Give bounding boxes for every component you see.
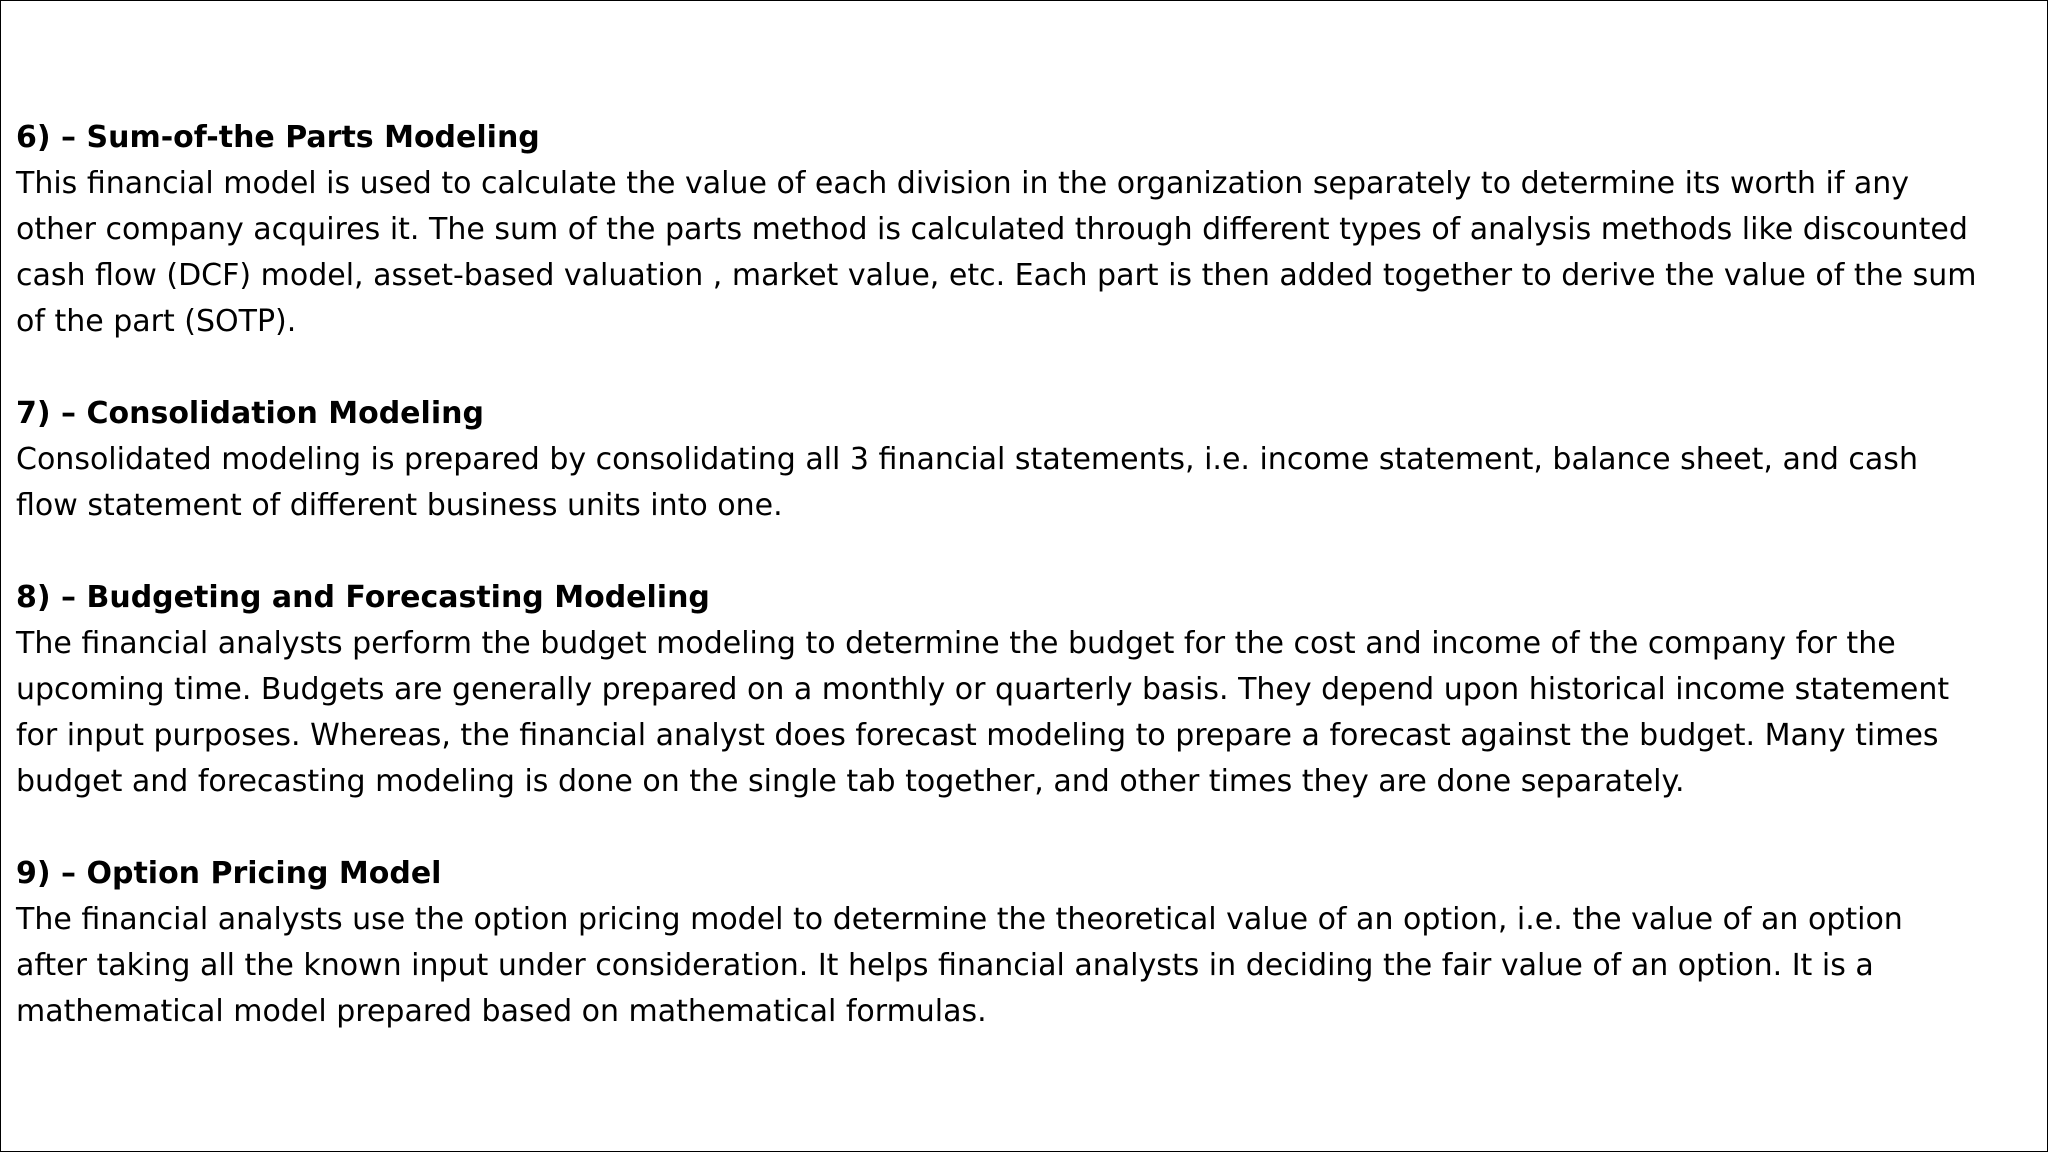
- section-sum-of-the-parts: [16, 115, 2036, 345]
- section-line: other company acquires it. The sum of the parts method is calculated through different types of analysis methods like discounted: [16, 212, 1968, 247]
- section-line: of the part (SOTP).: [16, 304, 297, 339]
- section-line: The financial analysts perform the budget modeling to determine the budget for the cost and income of the company for the: [16, 626, 1896, 661]
- section-heading: 7) – Consolidation Modeling: [16, 396, 484, 431]
- section-line: for input purposes. Whereas, the financial analyst does forecast modeling to prepare a forecast against the budget. Many times: [16, 718, 1939, 753]
- section-budgeting-forecasting: [16, 575, 2036, 805]
- section-line: mathematical model prepared based on mathematical formulas.: [16, 994, 987, 1029]
- section-consolidation: [16, 391, 2036, 529]
- section-line: This financial model is used to calculate the value of each division in the organization separately to determine its worth if any: [16, 166, 1910, 201]
- slide-content: [16, 115, 2036, 1035]
- section-line: The financial analysts use the option pricing model to determine the theoretical value of an option, i.e. the value of an option: [16, 902, 1903, 937]
- section-heading: 6) – Sum-of-the Parts Modeling: [16, 120, 540, 155]
- section-line: cash flow (DCF) model, asset-based valuation , market value, etc. Each part is then added together to derive the value of the sum: [16, 258, 1977, 293]
- section-option-pricing: [16, 851, 2036, 1035]
- section-line: flow statement of different business units into one.: [16, 488, 783, 523]
- section-line: upcoming time. Budgets are generally prepared on a monthly or quarterly basis. They depend upon historical income statement: [16, 672, 1950, 707]
- section-line: after taking all the known input under consideration. It helps financial analysts in deciding the fair value of an option. It is a: [16, 948, 1874, 983]
- section-heading: 9) – Option Pricing Model: [16, 856, 442, 891]
- section-line: Consolidated modeling is prepared by consolidating all 3 financial statements, i.e. income statement, balance sheet, and cash: [16, 442, 1918, 477]
- section-line: budget and forecasting modeling is done on the single tab together, and other times they are done separately.: [16, 764, 1685, 799]
- section-heading: 8) – Budgeting and Forecasting Modeling: [16, 580, 710, 615]
